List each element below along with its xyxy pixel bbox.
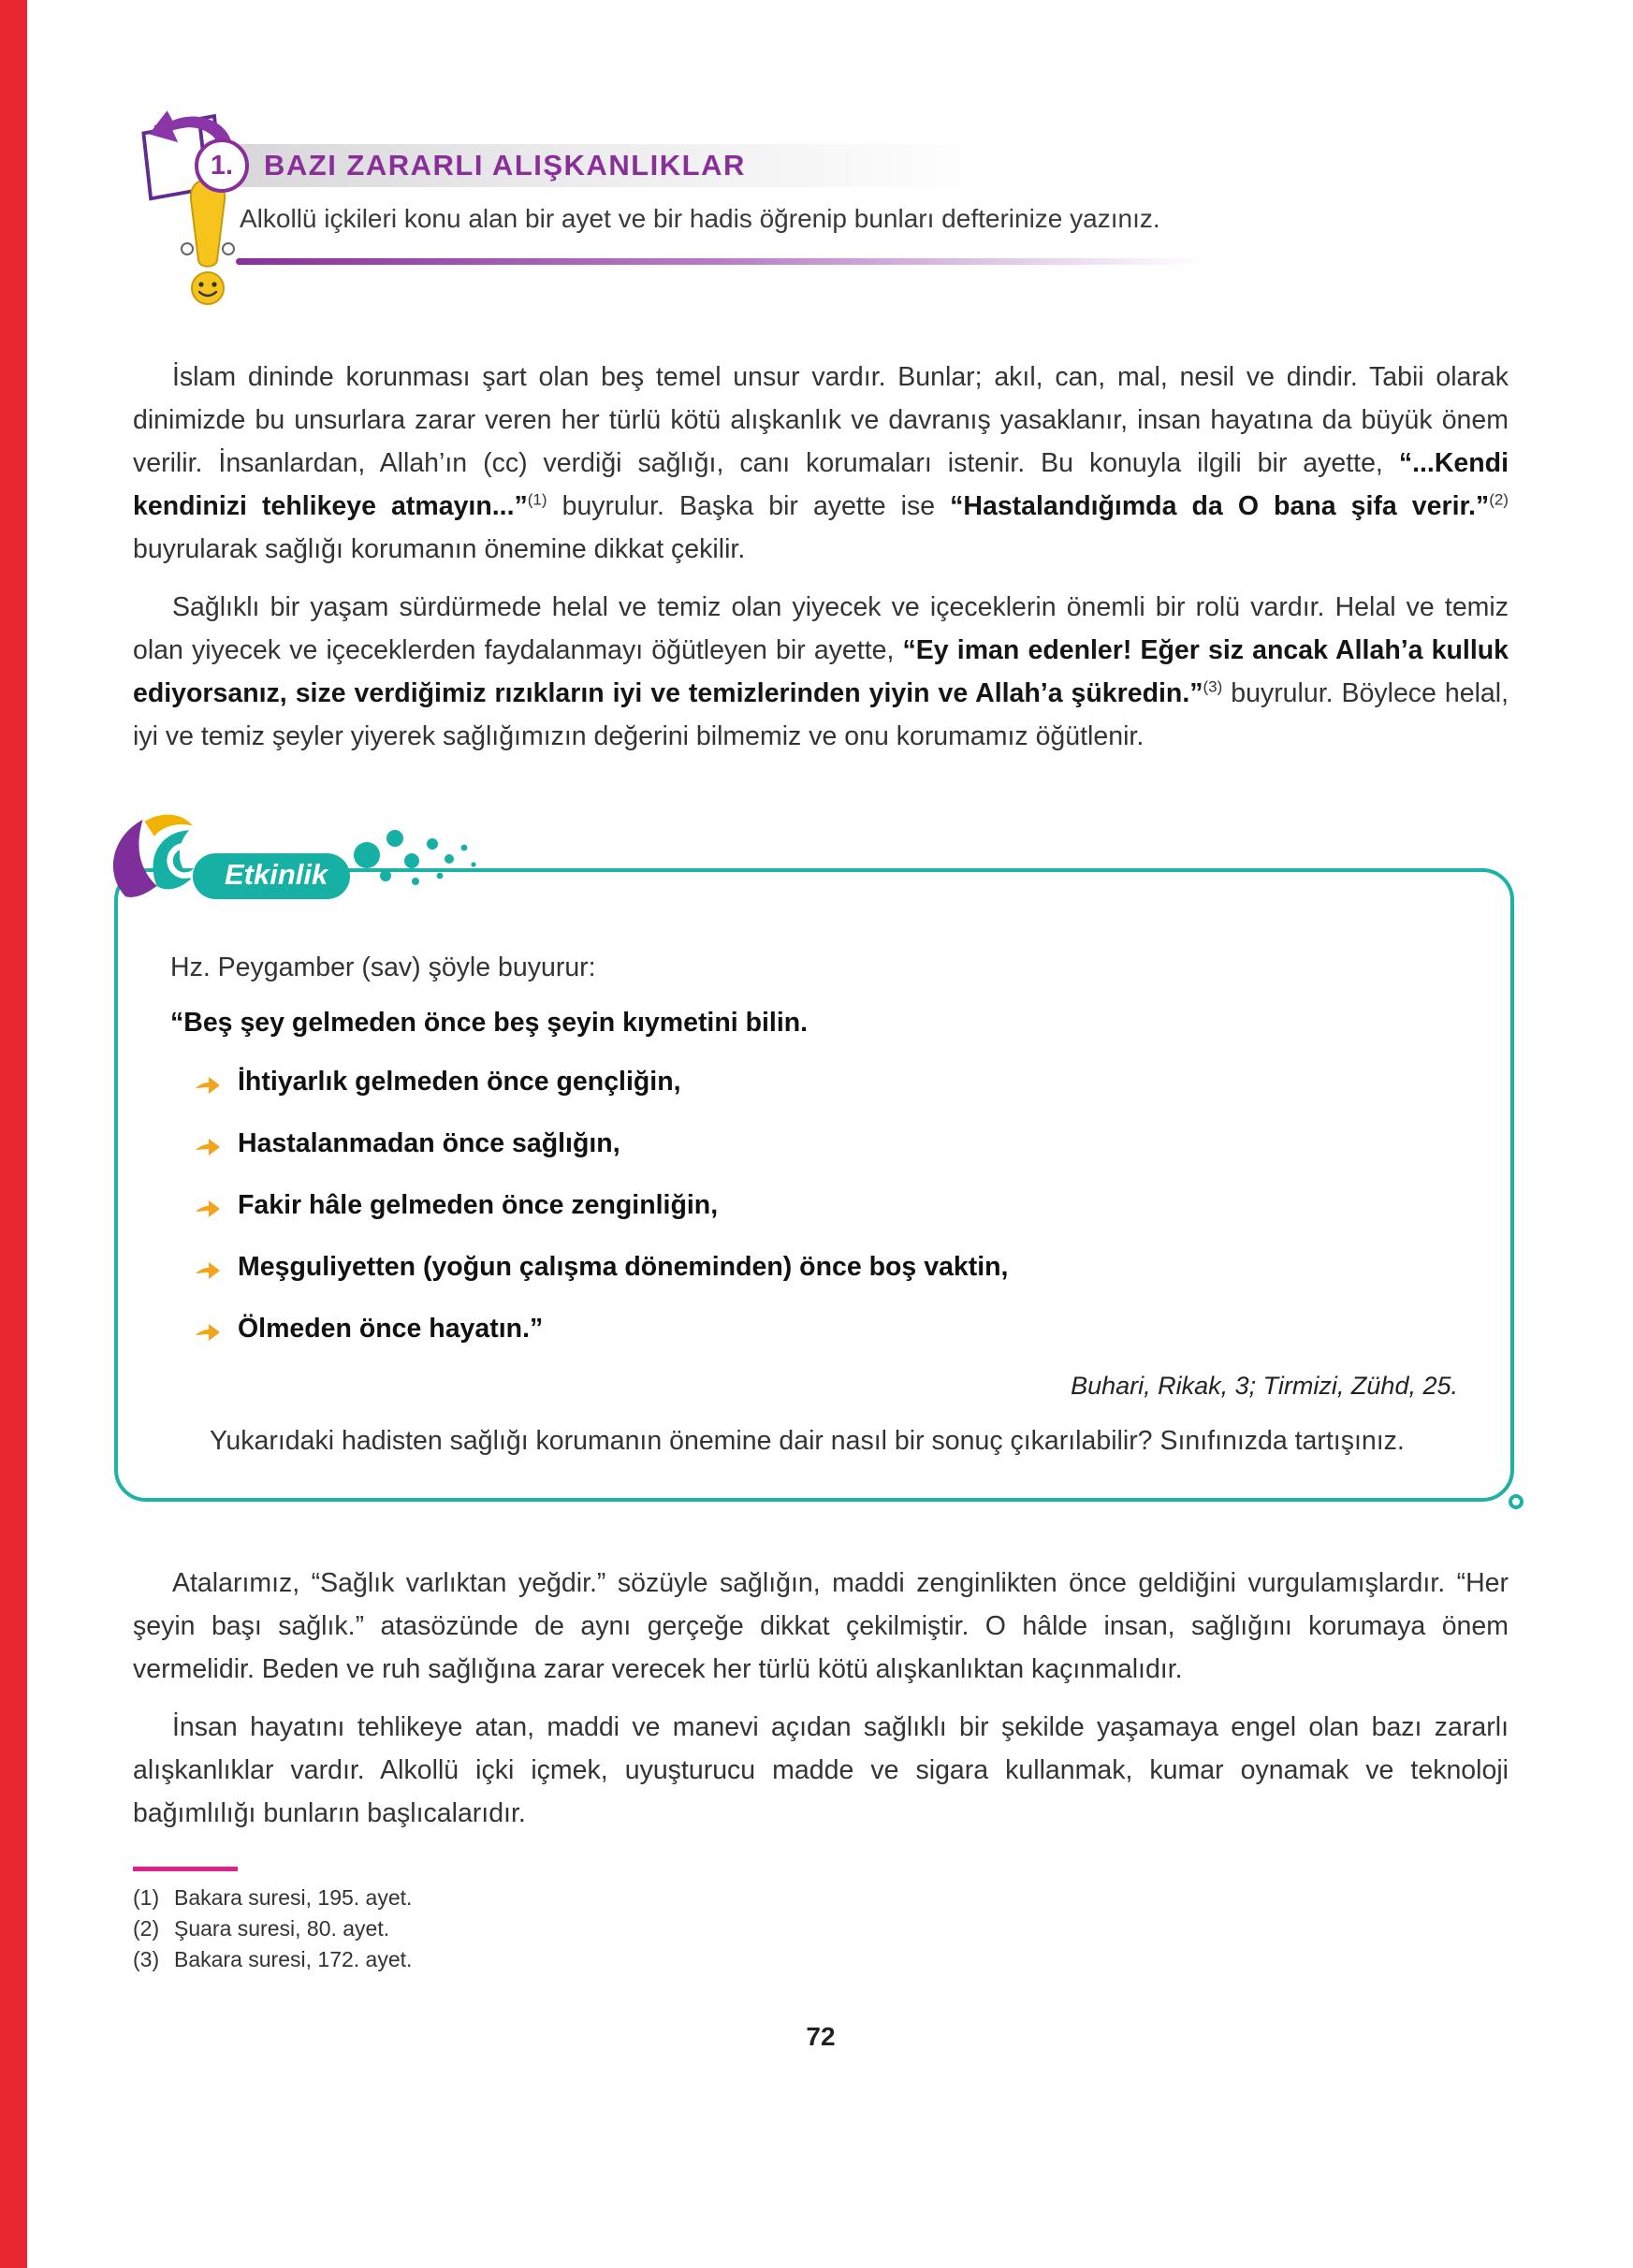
exclamation-mascot-icon [170,176,245,321]
activity-label-text: Etkinlik [225,858,328,891]
activity-header [99,810,494,912]
footnote-marker: (1) [133,1885,160,1910]
arrow-bullet-icon [195,1192,221,1229]
border-end-ring-icon [1509,1494,1524,1509]
page-content [133,0,1509,2052]
arrow-bullet-icon [195,1069,221,1106]
quote-bold: “Ey iman edenler! Eğer siz ancak Allah’a kulluk ediyorsanız, size verdiğimiz rızıkların iyi ve temizlerinden yiyin ve Allah’a şükredin.” [133,635,1509,708]
section-number-badge [195,138,249,193]
section-header [133,0,1509,314]
arrow-bullet-icon [195,1254,221,1291]
footnote [133,1944,1509,1975]
footnotes [133,1867,1509,1975]
footnote-text: Şuara suresi, 80. ayet. [174,1916,390,1941]
list-item [195,1125,1458,1168]
text-segment: buyrulur. Böylece helal, iyi ve temiz şeyler yiyerek sağlığımızın değerini bilmemiz ve onu korumamız öğütlenir. [133,678,1509,751]
section-title-bar [236,144,990,187]
dots-decoration-icon [350,823,494,912]
page-edge-stripe [0,0,27,2268]
text-segment: buyrularak sağlığı korumanın önemine dikkat çekilir. [133,534,746,564]
paragraph-4: İnsan hayatını tehlikeye atan, maddi ve manevi açıdan sağlıklı bir şekilde yaşamaya engel olan bazı zararlı alışkanlıklar vardır. Alkollü içki içmek, uyuşturucu madde ve sigara kullanmak, kumar oynamak ve teknoloji bağımlılığı bunların başlıcalarıdır. [133,1712,1509,1828]
paragraph-1 [133,356,1509,571]
footnote-rule [133,1867,238,1871]
list-item [195,1248,1458,1291]
decorative-underline [236,258,1202,265]
section-number: 1. [210,150,234,181]
list-item-text: Fakir hâle gelmeden önce zenginliğin, [238,1190,719,1220]
footnote-ref: (1) [527,490,547,509]
activity-section [114,858,1514,1502]
list-item-text: İhtiyarlık gelmeden önce gençliğin, [238,1067,681,1097]
text-segment: İslam dininde korunması şart olan beş temel unsur vardır. Bunlar; akıl, can, mal, nesil ve dindir. Tabii olarak dinimizde bu unsurlara zarar veren her türlü kötü alışkanlık ve davranış yasaklanır, insan hayatına da büyük önem verilir. İnsanlardan, Allah’ın (cc) verdiği sağlığı, canı korumaları istenir. Bu konuyla ilgili bir ayette, [133,362,1509,478]
hadith-intro: Hz. Peygamber (sav) şöyle buyurur: [170,952,596,982]
list-item [195,1186,1458,1229]
list-item-text: Hastalanmadan önce sağlığın, [238,1128,620,1158]
page-number: 72 [806,2022,836,2051]
footnote-text: Bakara suresi, 172. ayet. [174,1947,413,1971]
paragraph-3: Atalarımız, “Sağlık varlıktan yeğdir.” sözüyle sağlığın, maddi zenginlikten önce geldiğini vurgulamışlardır. “Her şeyin başı sağlık.” atasözünde de aynı gerçeğe dikkat çekilmiştir. O hâlde insan, sağlığını korumaya önem vermelidir. Beden ve ruh sağlığına zarar verecek her türlü kötü alışkanlıktan kaçınmalıdır. [133,1568,1509,1684]
footnote [133,1913,1509,1944]
section-title: BAZI ZARARLI ALIŞKANLIKLAR [264,149,746,182]
activity-box [114,868,1514,1502]
arrow-bullet-icon [195,1316,221,1353]
instruction-text: Alkollü içkileri konu alan bir ayet ve bir hadis öğrenip bunları defterinize yazınız. [240,204,1160,233]
quote-bold: “...Kendi kendinizi tehlikeye atmayın...” [133,448,1509,521]
footnote-ref: (2) [1489,490,1509,509]
list-item-text: Ölmeden önce hayatın.” [238,1314,544,1344]
list-item [195,1063,1458,1106]
text-segment: Sağlıklı bir yaşam sürdürmede helal ve temiz olan yiyecek ve içeceklerin önemli bir rolü vardır. Helal ve temiz olan yiyecek ve içeceklerden faydalanmayı öğütleyen bir ayette, [133,592,1509,665]
list-item-text: Meşguliyetten (yoğun çalışma döneminden) önce boş vaktin, [238,1252,1009,1282]
hadith-source: Buhari, Rikak, 3; Tirmizi, Zühd, 25. [1071,1372,1458,1400]
text-segment: buyrulur. Başka bir ayette ise [547,491,951,521]
paragraph-2 [133,586,1509,758]
activity-label [193,853,350,899]
hadith-list [170,1063,1458,1353]
footnote-ref: (3) [1203,677,1223,696]
arrow-bullet-icon [195,1130,221,1168]
footnote-marker: (3) [133,1947,160,1971]
quote-bold: “Hastalandığımda da O bana şifa verir.” [950,491,1490,521]
hadith-lead: “Beş şey gelmeden önce beş şeyin kıymetini bilin. [170,1008,809,1038]
activity-question: Yukarıdaki hadisten sağlığı korumanın önemine dair nasıl bir sonuç çıkarılabilir? Sınıfınızda tartışınız. [210,1426,1405,1456]
list-item [195,1310,1458,1353]
footnote-text: Bakara suresi, 195. ayet. [174,1885,413,1910]
footnote-marker: (2) [133,1916,160,1941]
footnote [133,1883,1509,1913]
